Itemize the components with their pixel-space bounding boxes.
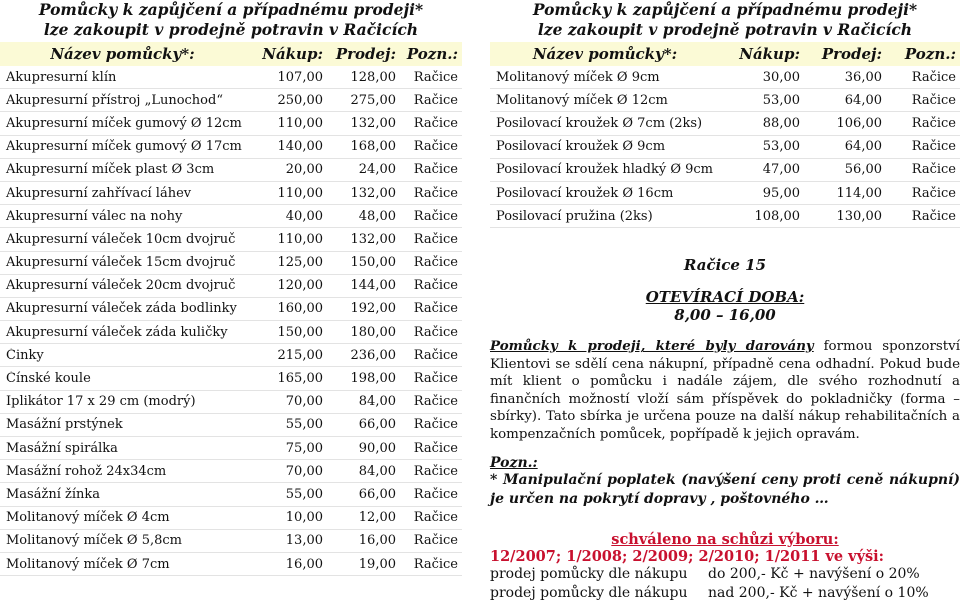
- item-buy-price: 160,00: [277, 301, 323, 317]
- item-sell-price: 198,00: [350, 371, 396, 387]
- table-row: [0, 275, 462, 298]
- table-row: [0, 136, 462, 159]
- opening-hours-label: OTEVÍRACÍ DOBA:: [645, 288, 805, 307]
- table-row: [490, 159, 960, 182]
- fee-amount: nad 200,- Kč + navýšení o 10%: [708, 585, 929, 602]
- item-name: Akupresurní klín: [6, 69, 117, 85]
- item-sell-price: 168,00: [350, 139, 396, 155]
- item-sell-price: 114,00: [836, 185, 882, 201]
- item-note: Račice: [413, 371, 458, 387]
- item-name: Akupresurní váleček 10cm dvojruč: [6, 231, 236, 247]
- item-name: Činky: [6, 347, 44, 363]
- item-sell-price: 64,00: [844, 139, 882, 155]
- item-name: Molitanový míček Ø 7cm: [6, 556, 170, 572]
- item-sell-price: 192,00: [350, 301, 396, 317]
- item-name: Akupresurní přístroj „Lunochod“: [6, 92, 223, 108]
- item-sell-price: 66,00: [358, 417, 396, 433]
- item-buy-price: 125,00: [277, 255, 323, 271]
- right-table: [490, 42, 960, 228]
- item-name: Akupresurní zahřívací láhev: [6, 185, 192, 201]
- item-name: Masážní rohož 24x34cm: [6, 463, 167, 479]
- item-sell-price: 180,00: [350, 324, 396, 340]
- item-sell-price: 236,00: [350, 347, 396, 363]
- item-sell-price: 132,00: [350, 115, 396, 131]
- item-name: Akupresurní váleček záda kuličky: [6, 324, 228, 340]
- item-note: Račice: [911, 139, 956, 155]
- table-row: [490, 205, 960, 228]
- item-note: Račice: [413, 556, 458, 572]
- item-buy-price: 150,00: [277, 324, 323, 340]
- table-row: [0, 89, 462, 112]
- item-note: Račice: [413, 208, 458, 224]
- opening-hours-value: 8,00 – 16,00: [674, 306, 776, 325]
- item-note: Račice: [413, 417, 458, 433]
- item-sell-price: 132,00: [350, 185, 396, 201]
- item-note: Račice: [413, 115, 458, 131]
- item-buy-price: 55,00: [285, 417, 323, 433]
- item-buy-price: 88,00: [762, 115, 800, 131]
- item-note: Račice: [413, 463, 458, 479]
- table-row: [0, 252, 462, 275]
- item-sell-price: 132,00: [350, 231, 396, 247]
- item-sell-price: 275,00: [350, 92, 396, 108]
- right-price-list: [490, 0, 960, 603]
- item-name: Čínské koule: [6, 371, 91, 387]
- item-buy-price: 165,00: [277, 371, 323, 387]
- item-note: Račice: [413, 92, 458, 108]
- table-row: [0, 367, 462, 390]
- item-buy-price: 110,00: [277, 231, 323, 247]
- header-sell: Prodej:: [335, 45, 396, 63]
- left-table-body: [0, 66, 462, 576]
- item-name: Posilovací kroužek Ø 9cm: [496, 139, 666, 155]
- table-row: [0, 391, 462, 414]
- table-row: [0, 182, 462, 205]
- item-note: Račice: [413, 255, 458, 271]
- item-note: Račice: [413, 510, 458, 526]
- item-note: Račice: [911, 115, 956, 131]
- table-row: [0, 66, 462, 89]
- left-title-line1: Pomůcky k zapůjčení a případnému prodeji*: [38, 0, 424, 19]
- item-name: Posilovací kroužek hladký Ø 9cm: [496, 162, 713, 178]
- item-sell-price: 24,00: [358, 162, 396, 178]
- table-row: [0, 228, 462, 251]
- table-row: [0, 344, 462, 367]
- sale-info-text: formou sponzorství Klientovi se sdělí cena nákupní, případně cena odhadní. Pokud bude mít klient o pomůcku i nadále zájem, dle svého rozhodnutí a finančních možností vloží sám příspěvek do pokladničky (forma – sbírky). Tato sbírka je určena pouze na další nákup rehabilitačních a kompenzačních pomůcek, popřípadě k jejich opravám.: [490, 339, 960, 442]
- item-note: Račice: [413, 231, 458, 247]
- item-sell-price: 16,00: [358, 533, 396, 549]
- header-buy: Nákup:: [739, 45, 800, 63]
- table-row: [0, 460, 462, 483]
- item-name: Akupresurní míček gumový Ø 12cm: [6, 115, 242, 131]
- item-name: Masážní spirálka: [6, 440, 118, 456]
- approval-section: [490, 531, 960, 565]
- header-note: Pozn.:: [406, 45, 458, 63]
- left-table-header: [0, 42, 462, 66]
- sale-info-paragraph: [490, 338, 960, 443]
- table-row: [490, 112, 960, 135]
- item-name: Akupresurní míček gumový Ø 17cm: [6, 139, 242, 155]
- item-name: Masážní žínka: [6, 486, 101, 502]
- header-name: Název pomůcky*:: [532, 45, 678, 63]
- item-note: Račice: [911, 92, 956, 108]
- item-note: Račice: [911, 69, 956, 85]
- item-buy-price: 30,00: [762, 69, 800, 85]
- right-title: [490, 0, 960, 40]
- item-buy-price: 107,00: [277, 69, 323, 85]
- table-row: [490, 66, 960, 89]
- item-name: Molitanový míček Ø 4cm: [6, 510, 170, 526]
- item-buy-price: 120,00: [277, 278, 323, 294]
- note-text: * Manipulační poplatek (navýšení ceny proti ceně nákupní) je určen na pokrytí dopravy , poštovného …: [490, 472, 960, 508]
- item-sell-price: 64,00: [844, 92, 882, 108]
- table-row: [0, 112, 462, 135]
- table-row: [490, 182, 960, 205]
- item-buy-price: 215,00: [277, 347, 323, 363]
- fee-condition: prodej pomůcky dle nákupu: [490, 585, 688, 602]
- right-title-line1: Pomůcky k zapůjčení a případnému prodeji*: [532, 0, 918, 19]
- table-row: [0, 414, 462, 437]
- item-sell-price: 90,00: [358, 440, 396, 456]
- right-table-body: [490, 66, 960, 228]
- table-row: [0, 437, 462, 460]
- item-buy-price: 10,00: [285, 510, 323, 526]
- item-buy-price: 108,00: [754, 208, 800, 224]
- item-note: Račice: [413, 69, 458, 85]
- left-title-line2: lze zakoupit v prodejně potravin v Račicích: [43, 20, 419, 39]
- item-note: Račice: [911, 185, 956, 201]
- item-buy-price: 53,00: [762, 92, 800, 108]
- item-buy-price: 250,00: [277, 92, 323, 108]
- fee-amount: do 200,- Kč + navýšení o 20%: [708, 566, 920, 583]
- item-name: Posilovací kroužek Ø 7cm (2ks): [496, 115, 703, 131]
- item-sell-price: 150,00: [350, 255, 396, 271]
- fee-condition: prodej pomůcky dle nákupu: [490, 566, 688, 583]
- item-name: Masážní prstýnek: [6, 417, 123, 433]
- item-sell-price: 12,00: [358, 510, 396, 526]
- item-name: Akupresurní váleček záda bodlinky: [6, 301, 237, 317]
- table-row: [490, 89, 960, 112]
- item-name: Iplikátor 17 x 29 cm (modrý): [6, 394, 196, 410]
- item-buy-price: 47,00: [762, 162, 800, 178]
- item-sell-price: 130,00: [836, 208, 882, 224]
- table-row: [0, 553, 462, 576]
- item-buy-price: 40,00: [285, 208, 323, 224]
- item-name: Akupresurní válec na nohy: [6, 208, 183, 224]
- item-buy-price: 70,00: [285, 394, 323, 410]
- item-sell-price: 106,00: [836, 115, 882, 131]
- item-buy-price: 140,00: [277, 139, 323, 155]
- item-note: Račice: [413, 301, 458, 317]
- item-note: Račice: [413, 347, 458, 363]
- item-note: Račice: [413, 324, 458, 340]
- left-table: [0, 42, 462, 576]
- item-buy-price: 75,00: [285, 440, 323, 456]
- item-buy-price: 16,00: [285, 556, 323, 572]
- item-name: Posilovací pružina (2ks): [496, 208, 653, 224]
- item-name: Molitanový míček Ø 5,8cm: [6, 533, 182, 549]
- item-note: Račice: [413, 486, 458, 502]
- item-note: Račice: [911, 208, 956, 224]
- item-buy-price: 20,00: [285, 162, 323, 178]
- item-name: Posilovací kroužek Ø 16cm: [496, 185, 674, 201]
- item-buy-price: 70,00: [285, 463, 323, 479]
- item-sell-price: 84,00: [358, 463, 396, 479]
- item-sell-price: 144,00: [350, 278, 396, 294]
- item-sell-price: 48,00: [358, 208, 396, 224]
- item-note: Račice: [413, 533, 458, 549]
- item-sell-price: 56,00: [844, 162, 882, 178]
- table-row: [0, 507, 462, 530]
- item-note: Račice: [413, 394, 458, 410]
- note-label: Pozn.:: [490, 455, 538, 472]
- header-note: Pozn.:: [904, 45, 956, 63]
- header-sell: Prodej:: [821, 45, 882, 63]
- item-sell-price: 36,00: [844, 69, 882, 85]
- item-buy-price: 55,00: [285, 486, 323, 502]
- right-table-header: [490, 42, 960, 66]
- shop-address: Račice 15: [683, 256, 767, 275]
- item-sell-price: 84,00: [358, 394, 396, 410]
- item-note: Račice: [413, 440, 458, 456]
- item-note: Račice: [413, 162, 458, 178]
- item-buy-price: 53,00: [762, 139, 800, 155]
- left-price-list: [0, 0, 462, 576]
- item-note: Račice: [413, 278, 458, 294]
- item-buy-price: 110,00: [277, 115, 323, 131]
- left-title: [0, 0, 462, 40]
- item-name: Molitanový míček Ø 9cm: [496, 69, 660, 85]
- fee-row: [490, 565, 960, 584]
- fee-list: [490, 565, 960, 603]
- item-buy-price: 95,00: [762, 185, 800, 201]
- note-section: [490, 455, 960, 509]
- item-buy-price: 13,00: [285, 533, 323, 549]
- sale-info-lead: Pomůcky k prodeji, které byly darovány: [490, 338, 814, 355]
- item-name: Molitanový míček Ø 12cm: [496, 92, 668, 108]
- table-row: [0, 205, 462, 228]
- item-buy-price: 110,00: [277, 185, 323, 201]
- table-row: [0, 483, 462, 506]
- approval-dates: 12/2007; 1/2008; 2/2009; 2/2010; 1/2011 ve výši:: [490, 548, 885, 566]
- item-name: Akupresurní míček plast Ø 3cm: [6, 162, 215, 178]
- approval-label: schváleno na schůzi výboru:: [611, 531, 839, 549]
- item-sell-price: 66,00: [358, 486, 396, 502]
- item-name: Akupresurní váleček 20cm dvojruč: [6, 278, 236, 294]
- table-row: [0, 159, 462, 182]
- item-name: Akupresurní váleček 15cm dvojruč: [6, 255, 236, 271]
- header-buy: Nákup:: [262, 45, 323, 63]
- item-sell-price: 128,00: [350, 69, 396, 85]
- table-row: [0, 298, 462, 321]
- item-note: Račice: [911, 162, 956, 178]
- item-note: Račice: [413, 139, 458, 155]
- table-row: [0, 530, 462, 553]
- item-sell-price: 19,00: [358, 556, 396, 572]
- header-name: Název pomůcky*:: [50, 45, 195, 63]
- item-note: Račice: [413, 185, 458, 201]
- table-row: [490, 136, 960, 159]
- table-row: [0, 321, 462, 344]
- right-title-line2: lze zakoupit v prodejně potravin v Račicích: [537, 20, 913, 39]
